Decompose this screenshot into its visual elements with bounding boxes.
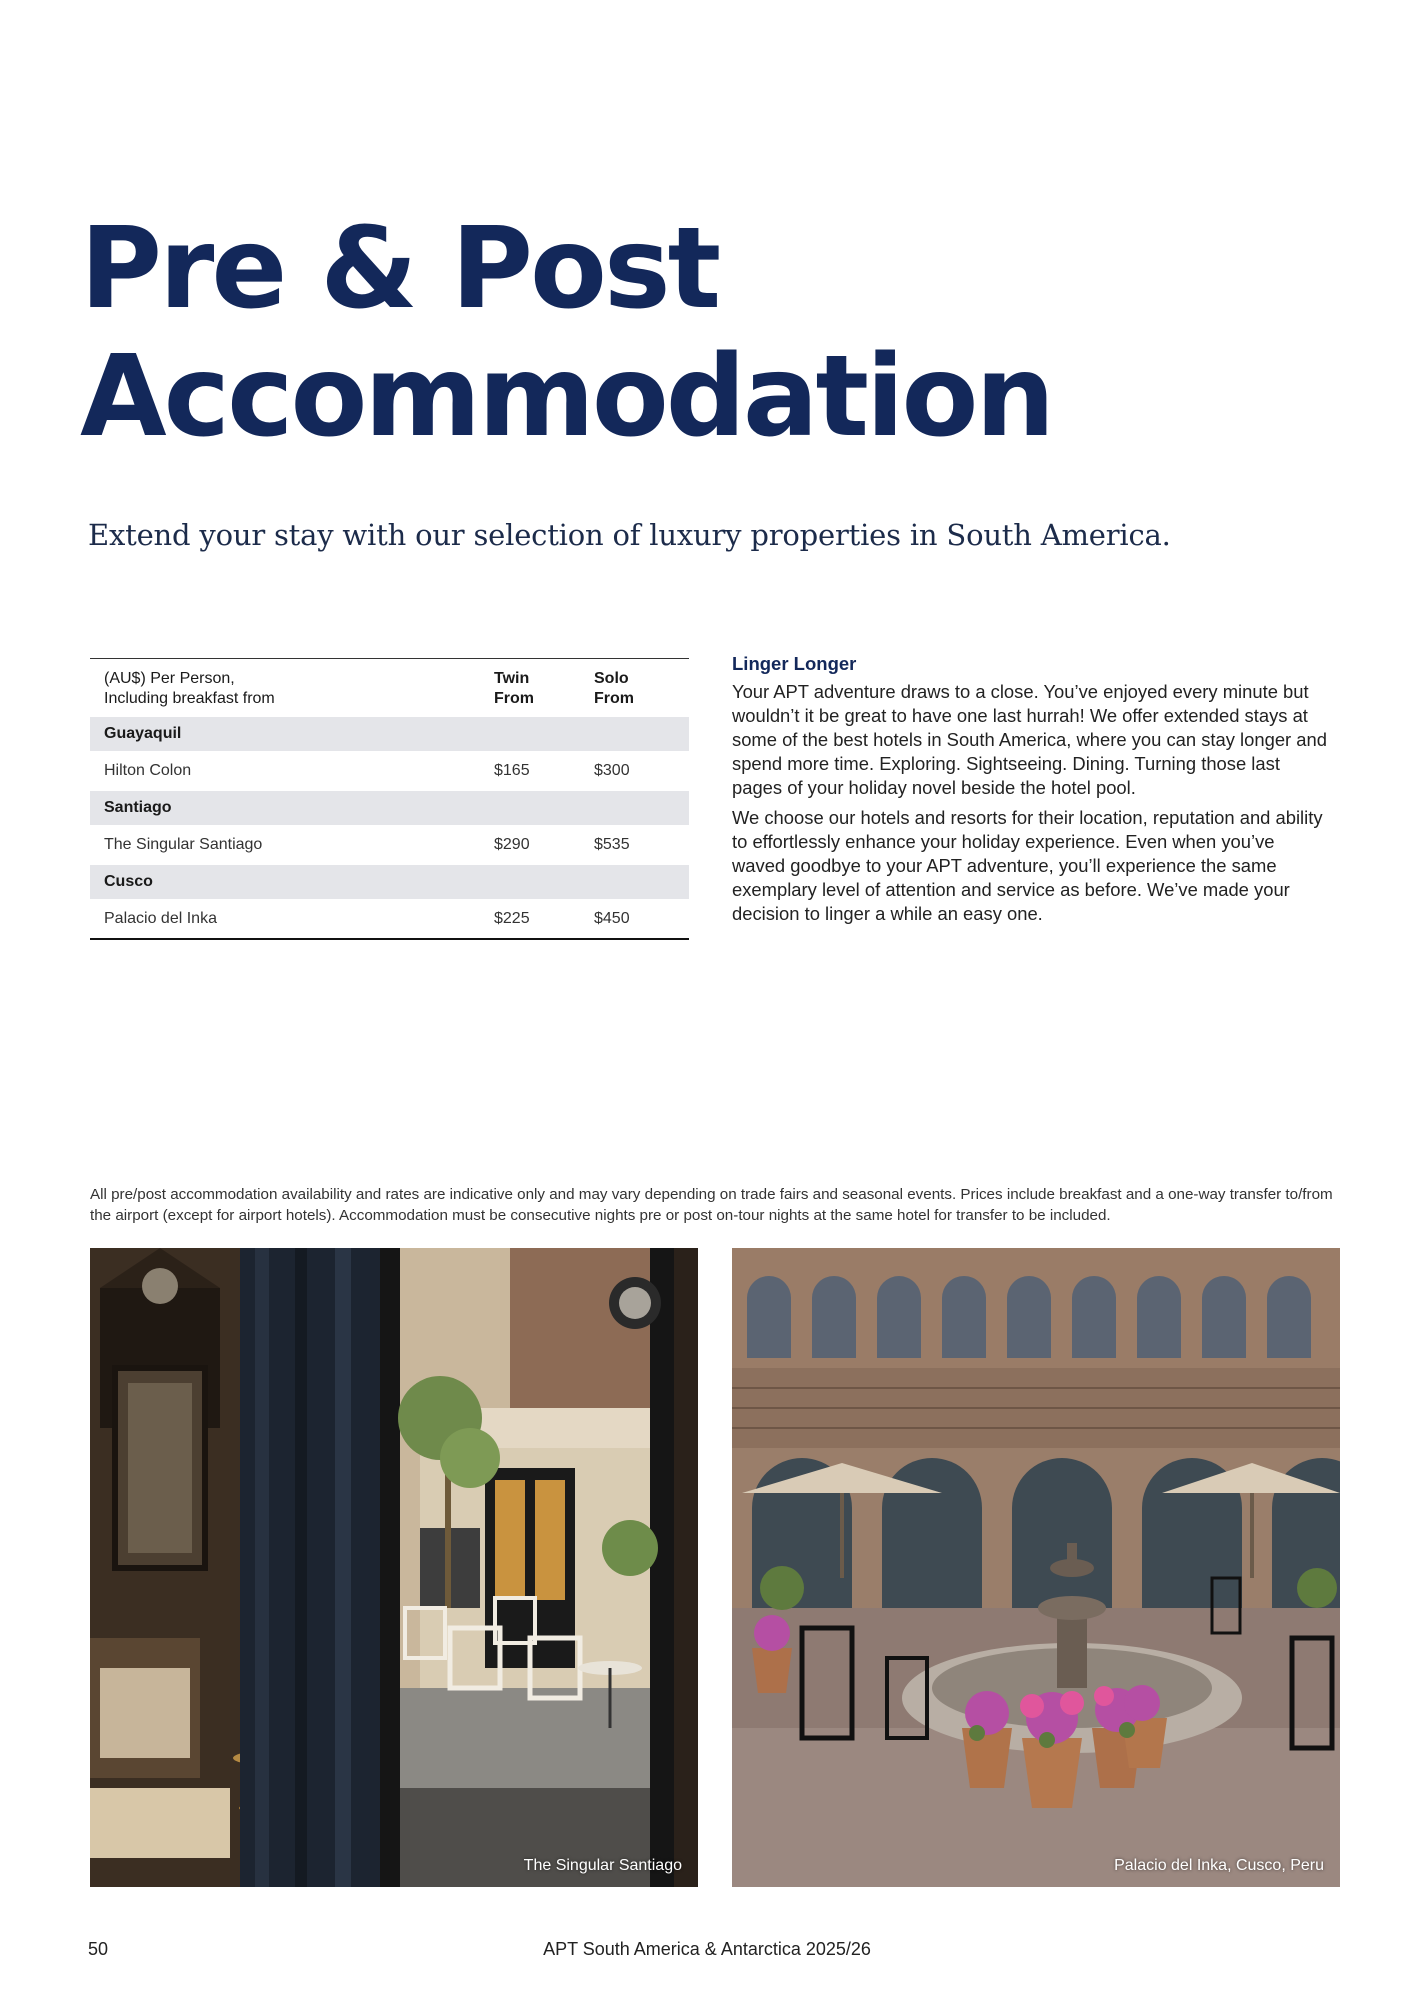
twin-price: $225 [490, 899, 590, 939]
table-city-row [90, 791, 689, 825]
table-city-row [90, 865, 689, 899]
table-city-row [90, 717, 689, 751]
pricing-table [90, 658, 689, 940]
linger-longer-section [732, 652, 1332, 932]
photo-caption-left: The Singular Santiago [523, 1857, 682, 1874]
solo-price: $450 [590, 899, 689, 939]
page-number: 50 [88, 1939, 109, 1959]
header-twin-line-1: Twin [494, 670, 530, 687]
linger-longer-paragraph-1: Your APT adventure draws to a close. You’ve enjoyed every minute but wouldn’t it be great to have one last hurrah! We offer extended stays at some of the best hotels in South America, where you can stay longer and spend more time. Exploring. Sightseeing. Dining. Turning those last pages of your holiday novel beside the hotel pool. [732, 681, 1327, 798]
twin-price: $290 [494, 836, 530, 853]
page-title-line-1: Pre & Post [80, 204, 719, 334]
hotel-name: Hilton Colon [104, 762, 192, 779]
photo-palacio-del-inka [732, 1248, 1340, 1887]
page-title-line-2: Accommodation [80, 332, 1053, 462]
linger-longer-paragraph-2: We choose our hotels and resorts for their location, reputation and ability to effortlessly enhance your holiday experience. Even when you’ve waved goodbye to your APT adventure, you’ll experience the same exemplary level of attention and service as before. We’ve made your decision to linger a while an easy one. [732, 807, 1323, 924]
hotel-name: The Singular Santiago [104, 836, 263, 853]
city-name: Santiago [90, 791, 689, 825]
singular-santiago-illustration [90, 1248, 698, 1887]
solo-price: $535 [594, 836, 630, 853]
header-description [90, 659, 490, 718]
table-row [90, 751, 689, 791]
city-name: Cusco [90, 865, 689, 899]
hotel-name: Palacio del Inka [90, 899, 490, 939]
photo-singular-santiago [90, 1248, 698, 1887]
photo-caption-right: Palacio del Inka, Cusco, Peru [1114, 1857, 1324, 1874]
header-twin-line-2: From [494, 690, 534, 707]
header-solo-line-1: Solo [594, 670, 629, 687]
header-solo-line-2: From [594, 690, 634, 707]
publication-title: APT South America & Antarctica 2025/26 [543, 1939, 871, 1959]
table-row [90, 825, 689, 865]
table-row [90, 899, 689, 939]
linger-longer-heading: Linger Longer [732, 653, 857, 674]
header-description-line-2: Including breakfast from [104, 690, 275, 707]
solo-price: $300 [594, 762, 630, 779]
header-twin [490, 659, 590, 718]
palacio-del-inka-illustration [732, 1248, 1340, 1887]
twin-price: $165 [494, 762, 530, 779]
page-title [80, 205, 1052, 461]
city-name: Guayaquil [90, 717, 689, 751]
header-description-line-1: (AU$) Per Person, [104, 670, 235, 687]
header-solo [590, 659, 689, 718]
page-subtitle: Extend your stay with our selection of luxury properties in South America. [88, 518, 1171, 552]
disclaimer-text: All pre/post accommodation availability and rates are indicative only and may vary depending on trade fairs and seasonal events. Prices include breakfast and a one-way transfer to/from the airport (except for airport hotels). Accommodation must be consecutive nights pre or post on-tour nights at the same hotel for transfer to be included. [90, 1186, 1333, 1224]
pricing-table-header [90, 659, 689, 718]
